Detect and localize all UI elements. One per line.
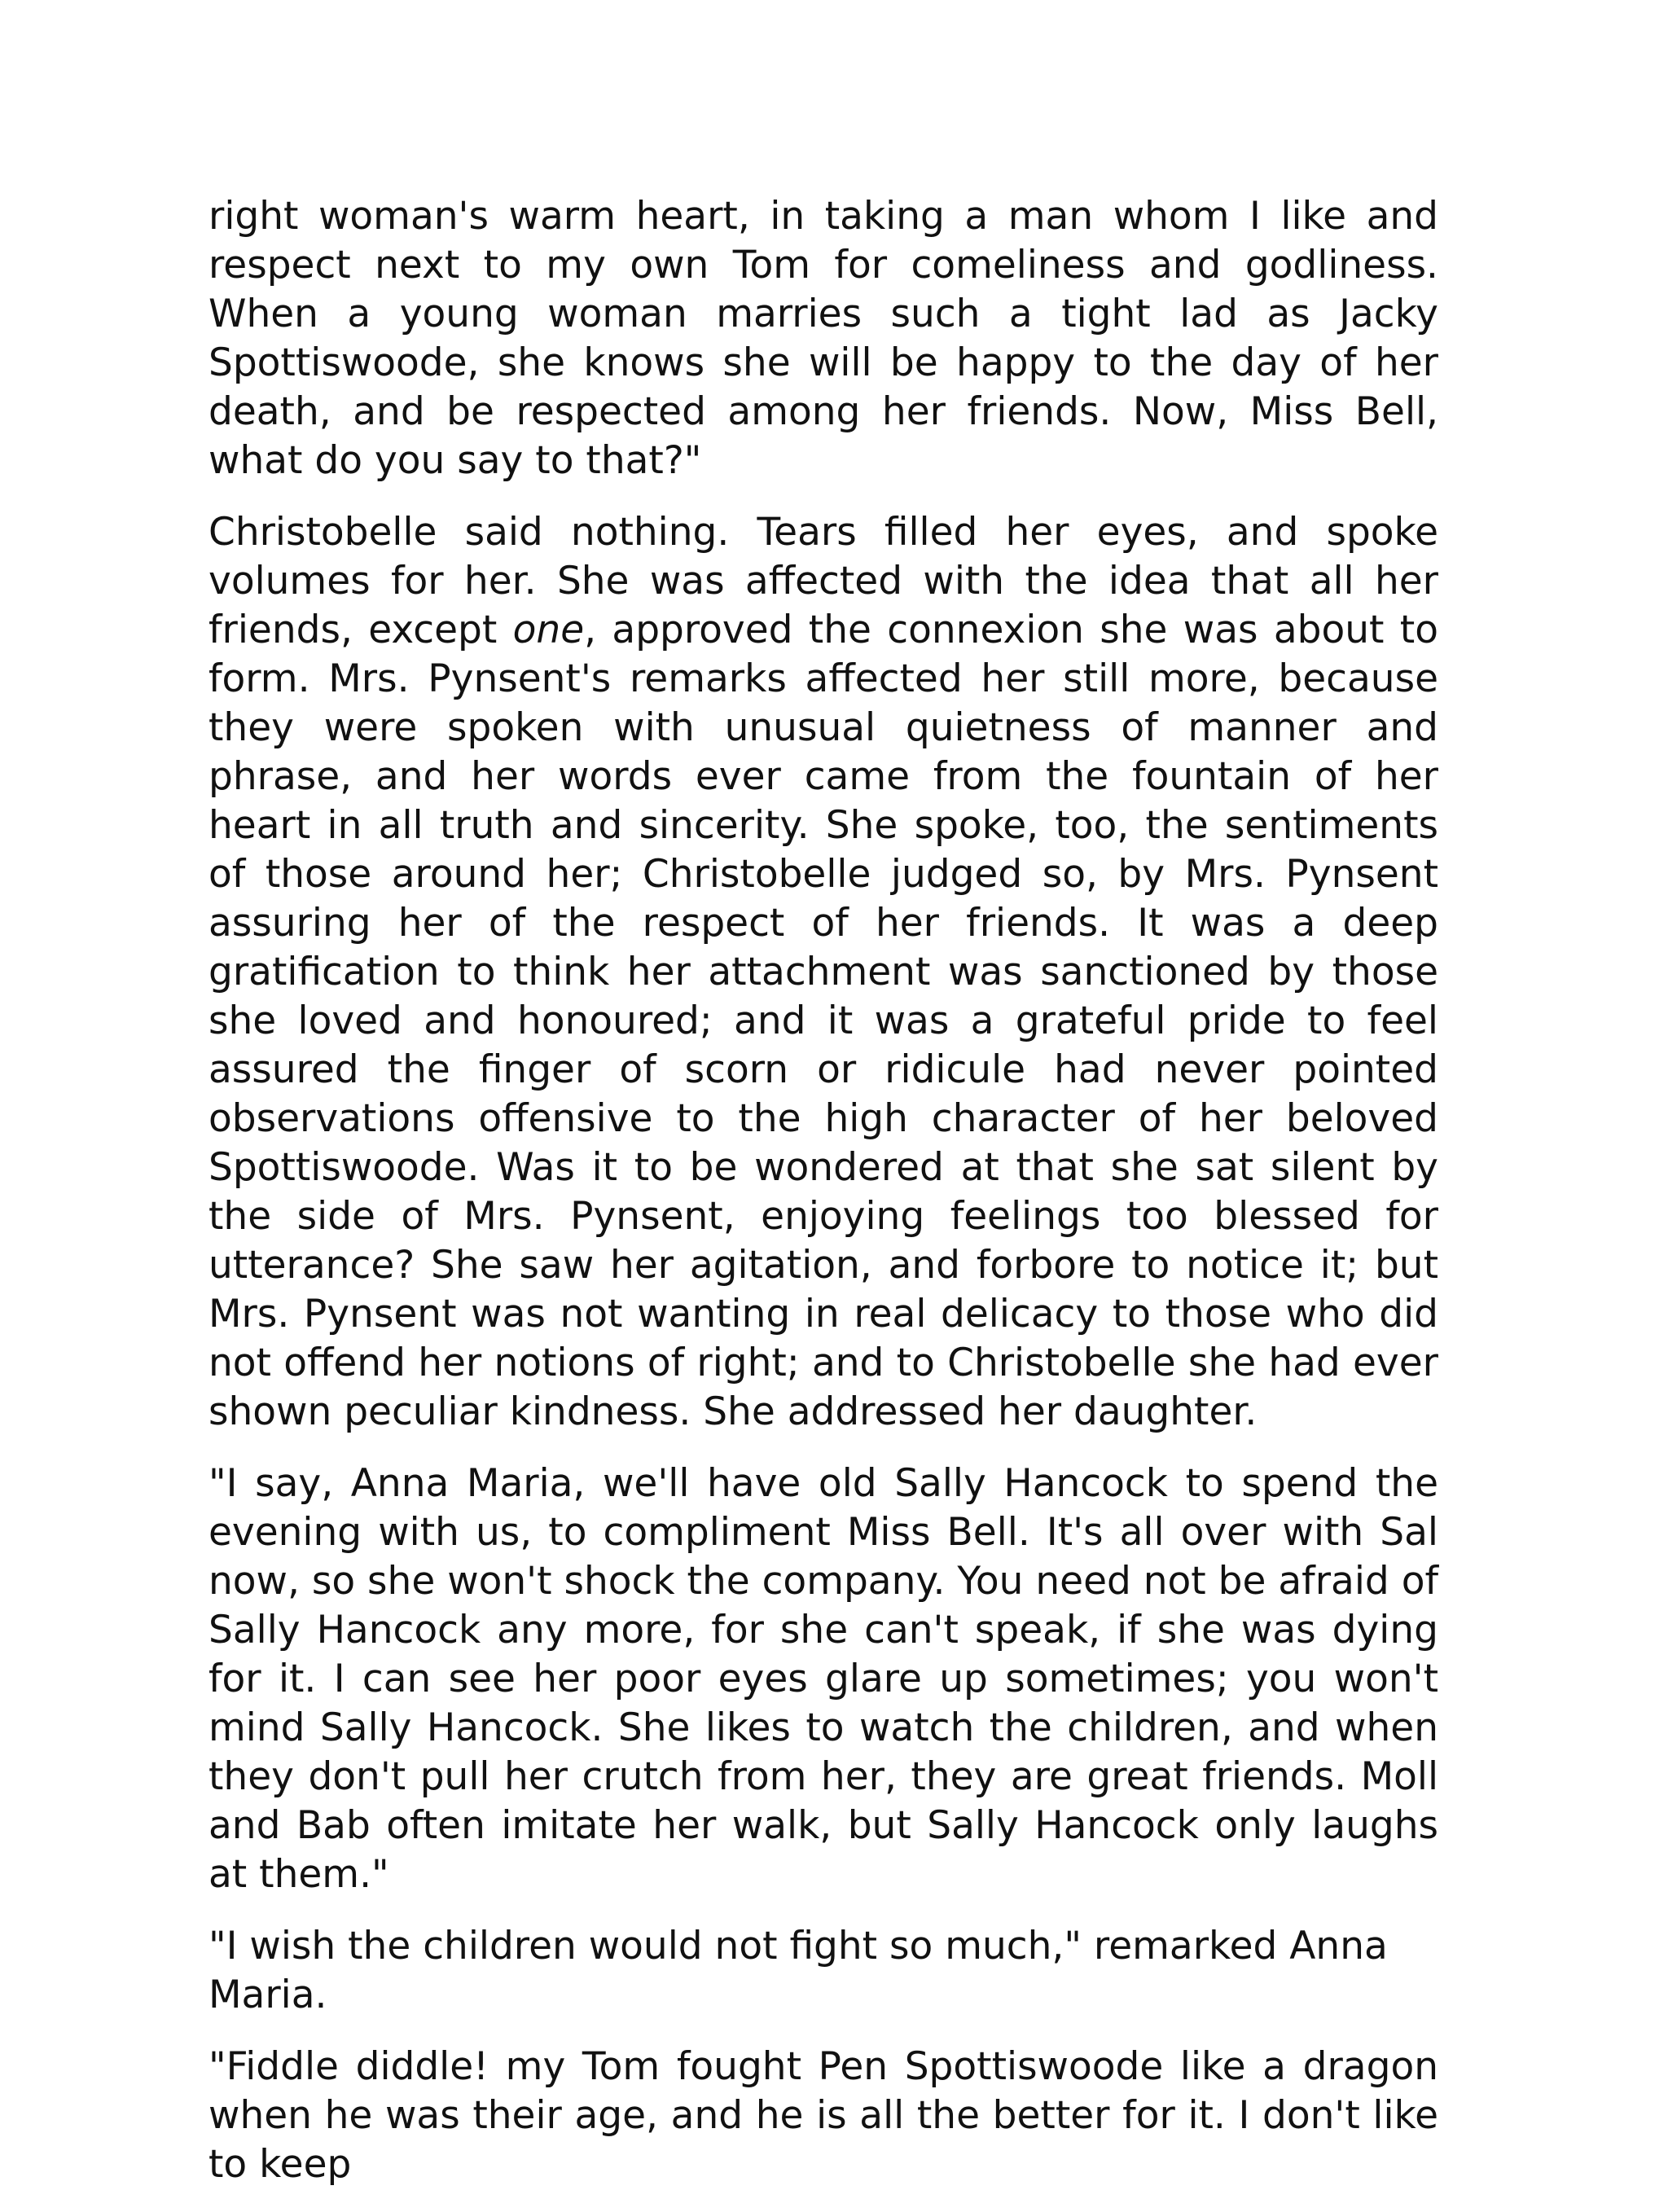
paragraph-2 — [208, 508, 1438, 1437]
paragraph-2-emphasis: one — [512, 608, 585, 652]
paragraph-4: "I wish the children would not fight so much," remarked Anna Maria. — [208, 1924, 1388, 2017]
paragraph-2-after: , approved the connexion she was about to form. Mrs. Pynsent's remarks affected her still more, because they were spoken with unusual quietness of manner and phrase, and her words ever came from the fountain of her heart in all truth and sincerity. She spoke, too, the sentiments of those around her; Christobelle judged so, by Mrs. Pynsent assuring her of the respect of her friends. It was a deep gratification to think her attachment was sanctioned by those she loved and honoured; and it was a grateful pride to feel assured the finger of scorn or ridicule had never pointed observations offensive to the high character of her beloved Spottiswoode. Was it to be wondered at that she sat silent by the side of Mrs. Pynsent, enjoying feelings too blessed for utterance? She saw her agitation, and forbore to notice it; but Mrs. Pynsent was not wanting in real delicacy to those who did not offend her notions of right; and to Christobelle she had ever shown peculiar kindness. She addressed her daughter. — [208, 608, 1438, 1434]
paragraph-5: "Fiddle diddle! my Tom fought Pen Spottiswoode like a dragon when he was their age, and he is all the better for it. I don't like to keep — [208, 2044, 1438, 2187]
paragraph-3: "I say, Anna Maria, we'll have old Sally Hancock to spend the evening with us, to compliment Miss Bell. It's all over with Sal now, so she won't shock the company. You need not be afraid of Sally Hancock any more, for she can't speak, if she was dying for it. I can see her poor eyes glare up sometimes; you won't mind Sally Hancock. She likes to watch the children, and when they don't pull her crutch from her, they are great friends. Moll and Bab often imitate her walk, but Sally Hancock only laughs at them." — [208, 1461, 1438, 1897]
document-page — [208, 192, 1438, 2212]
paragraph-2-before: Christobelle said nothing. Tears filled her eyes, and spoke volumes for her. She was affected with the idea that all her friends, except — [208, 510, 1438, 652]
paragraph-1: right woman's warm heart, in taking a man whom I like and respect next to my own Tom for comeliness and godliness. When a young woman marries such a tight lad as Jacky Spottiswoode, she knows she will be happy to the day of her death, and be respected among her friends. Now, Miss Bell, what do you say to that?" — [208, 194, 1438, 483]
